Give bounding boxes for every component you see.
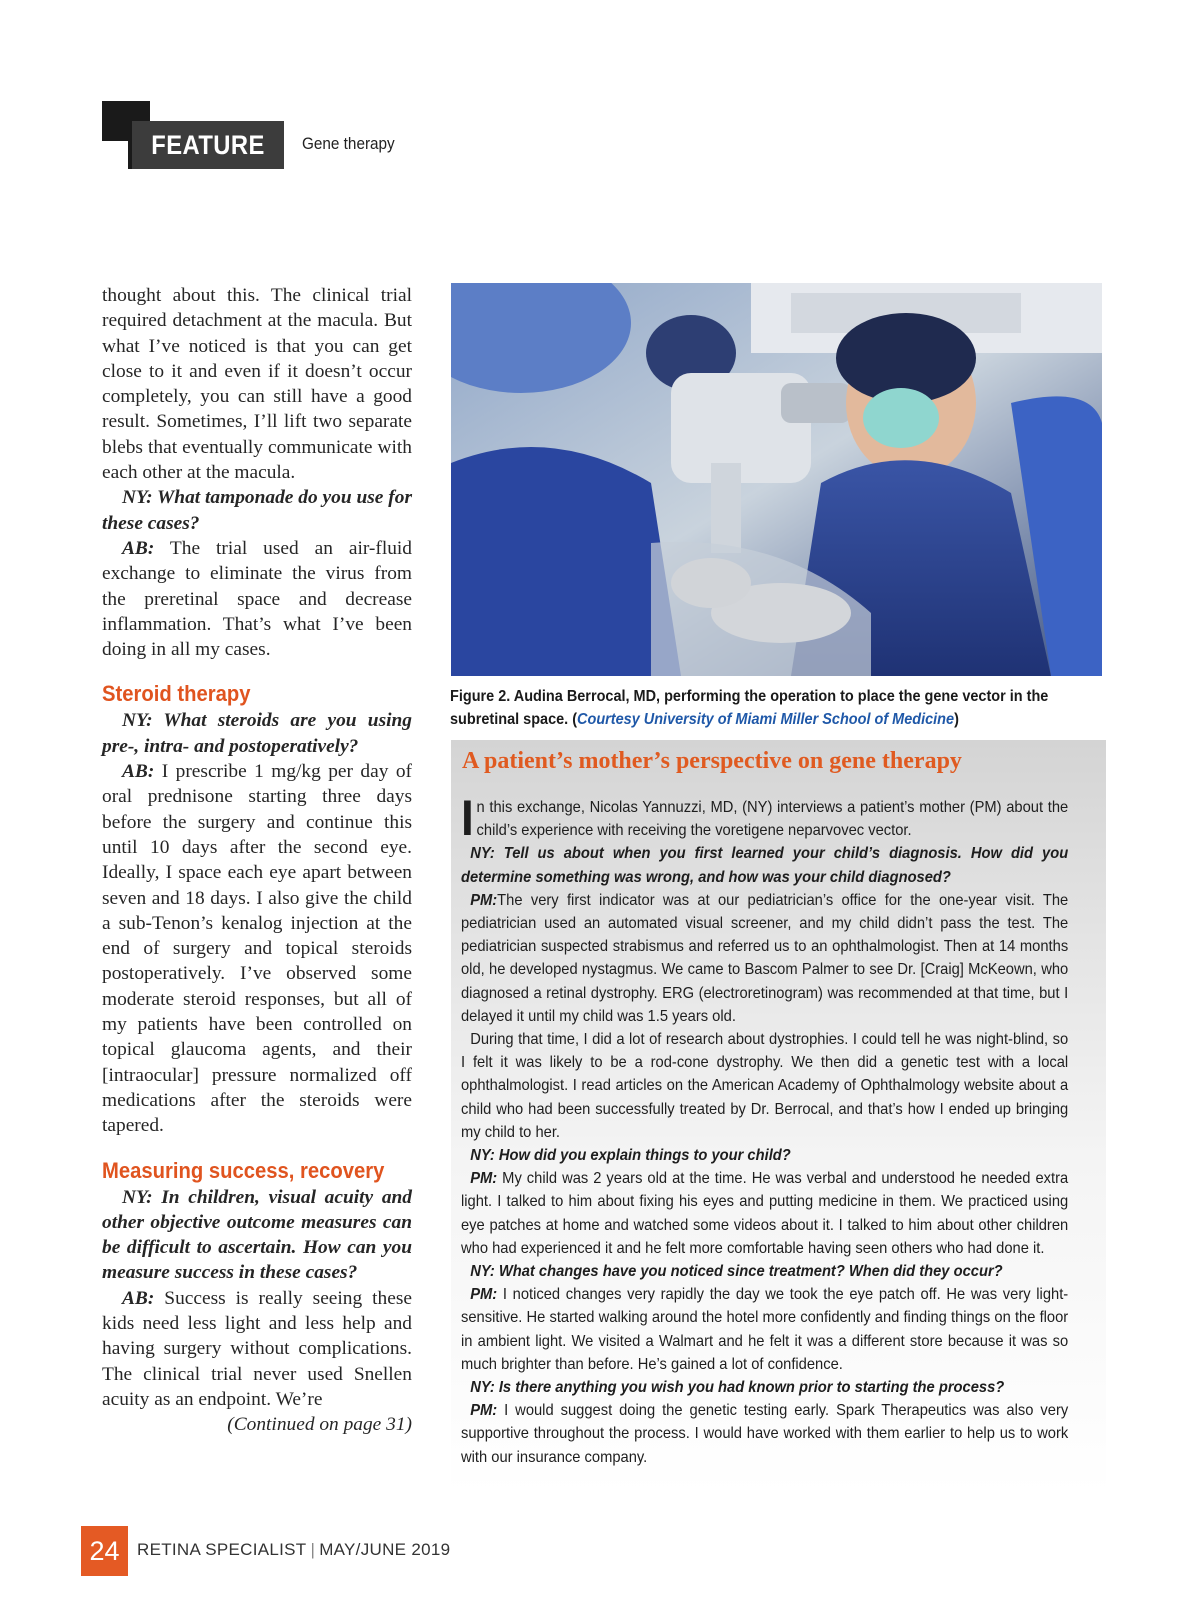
- answer-diagnosis: [461, 889, 1068, 1028]
- footer-divider: |: [310, 1540, 316, 1559]
- speaker-label: AB:: [122, 1287, 155, 1309]
- speaker-label: AB:: [122, 761, 155, 783]
- publication-footer: [137, 1540, 450, 1560]
- sidebar-body: [461, 790, 1069, 1469]
- continued-note: (Continued on page 31): [227, 1414, 412, 1436]
- left-column: [102, 283, 412, 1437]
- answer-text: I prescribe 1 mg/kg per day of oral prednisone starting three days before the surgery and continue this until 10 days after the second eye. Ideally, I space each eye apart between seven and 18 days. I also give the child a sub-Tenon’s kenalog injection at the end of surgery and topical steroids postoperatively. I’ve observed some moderate steroid responses, but all of my patients have been controlled on topical glaucoma agents, and their [intraocular] pressure normalized off medications after the steroids were tapered.: [102, 761, 412, 1137]
- page-number: 24: [81, 1526, 128, 1576]
- answer-text: Success is really seeing these kids need less light and less help and having surgery without complications. The clinical trial never used Snellen acuity as an endpoint. We’re: [102, 1287, 412, 1410]
- question-steroids: NY: What steroids are you using pre-, intra- and postoperatively?: [102, 710, 412, 757]
- answer-diagnosis-cont: During that time, I did a lot of research about dystrophies. I could tell he was night-blind, so I felt it was likely to be a rod-cone dystrophy. We then did a genetic test with a local ophthalmologist. I read articles on the American Academy of Ophthalmology website about a child who had been successfully treated by Dr. Berrocal, and that’s how I ended up bringing my child to her.: [461, 1031, 1069, 1141]
- surgery-photo: [451, 283, 1102, 676]
- caption-end: ): [954, 711, 959, 728]
- question-changes: NY: What changes have you noticed since treatment? When did they occur?: [470, 1263, 1003, 1281]
- publication-name: RETINA SPECIALIST: [137, 1540, 307, 1559]
- paragraph-intro: thought about this. The clinical trial required detachment at the macula. But what I’ve noticed is that you can get close to it and even if it doesn’t occur completely, you can still have a good result. Sometimes, I’ll lift two separate blebs that eventually communicate with each other at the macula.: [102, 285, 412, 484]
- answer-text: The trial used an air-fluid exchange to eliminate the virus from the preretinal space and decrease inflammation. That’s what I’ve been doing in all my cases.: [102, 537, 412, 661]
- answer-text: I noticed changes very rapidly the day we took the eye patch off. He was very light-sensitive. He started walking around the hotel more confidently and finding things on the floor in ambient light. We visited a Walmart and he felt it was a different store because it was so much brighter than before. He’s gained a lot of confidence.: [461, 1286, 1069, 1373]
- sidebar-title: A patient’s mother’s perspective on gene therapy: [462, 748, 962, 774]
- speaker-label: PM:: [470, 1286, 498, 1304]
- speaker-label: AB:: [122, 537, 155, 559]
- caption-text: Figure 2. Audina Berrocal, MD, performing the operation to place the gene vector in the subretinal space. (: [450, 688, 1049, 728]
- answer-tamponade: [102, 536, 412, 662]
- heading-measuring-success: Measuring success, recovery: [102, 1157, 385, 1183]
- answer-text: My child was 2 years old at the time. He was verbal and understood he needed extra light. I talked to him about fixing his eyes and putting medicine in them. We practiced using eye patches at home and watched some videos about it. I talked to him about other children who had experienced it and he felt more comfortable having seen others who had done it.: [461, 1170, 1069, 1257]
- heading-steroid-therapy: Steroid therapy: [102, 681, 251, 707]
- sidebar-intro: [461, 790, 1069, 846]
- answer-text: The very first indicator was at our pediatrician’s office for the one-year visit. The pediatrician used an automated visual screener, and my child didn’t pass the test. The pediatrician suspected strabismus and referred us to an ophthalmologist. Then at 14 months old, he developed nystagmus. We came to Bascom Palmer to see Dr. [Craig] McKeown, who diagnosed a retinal dystrophy. ERG (electroretinogram) was recommended at that time, but I delayed it until my child was 1.5 years old.: [461, 891, 1069, 1025]
- intro-text: n this exchange, Nicolas Yannuzzi, MD, (NY) interviews a patient’s mother (PM) about the child’s experience with receiving the voretigene neparvovec vector.: [476, 799, 1069, 840]
- answer-steroids: [102, 759, 412, 1138]
- question-measuring: NY: In children, visual acuity and other objective outcome measures can be difficult to ascertain. How can you measure success in these cases?: [102, 1186, 412, 1284]
- figure-caption: [450, 685, 1070, 731]
- drop-cap: I: [461, 790, 474, 846]
- section-label: FEATURE: [151, 129, 265, 160]
- answer-changes: [461, 1283, 1068, 1376]
- question-tamponade: NY: What tamponade do you use for these cases?: [102, 487, 412, 534]
- photo-credit: Courtesy University of Miami Miller School of Medicine: [577, 711, 955, 728]
- answer-measuring: [102, 1286, 412, 1412]
- answer-text: I would suggest doing the genetic testing early. Spark Therapeutics was also very supportive throughout the process. I would have worked with them earlier to help us to work with our insurance company.: [461, 1402, 1069, 1466]
- speaker-label: PM:: [470, 891, 498, 909]
- section-topic: Gene therapy: [302, 134, 395, 153]
- speaker-label: PM:: [470, 1170, 498, 1188]
- speaker-label: PM:: [470, 1402, 498, 1420]
- question-diagnosis: NY: Tell us about when you first learned your child’s diagnosis. How did you determine something was wrong, and how was your child diagnosed?: [461, 845, 1069, 886]
- issue-date: MAY/JUNE 2019: [319, 1540, 451, 1559]
- answer-wish: [461, 1399, 1068, 1469]
- patient-perspective-sidebar: [451, 740, 1106, 1495]
- answer-explain: [461, 1167, 1068, 1260]
- section-label-box: [128, 121, 284, 169]
- question-wish: NY: Is there anything you wish you had known prior to starting the process?: [470, 1379, 1005, 1397]
- question-explain: NY: How did you explain things to your child?: [470, 1147, 791, 1165]
